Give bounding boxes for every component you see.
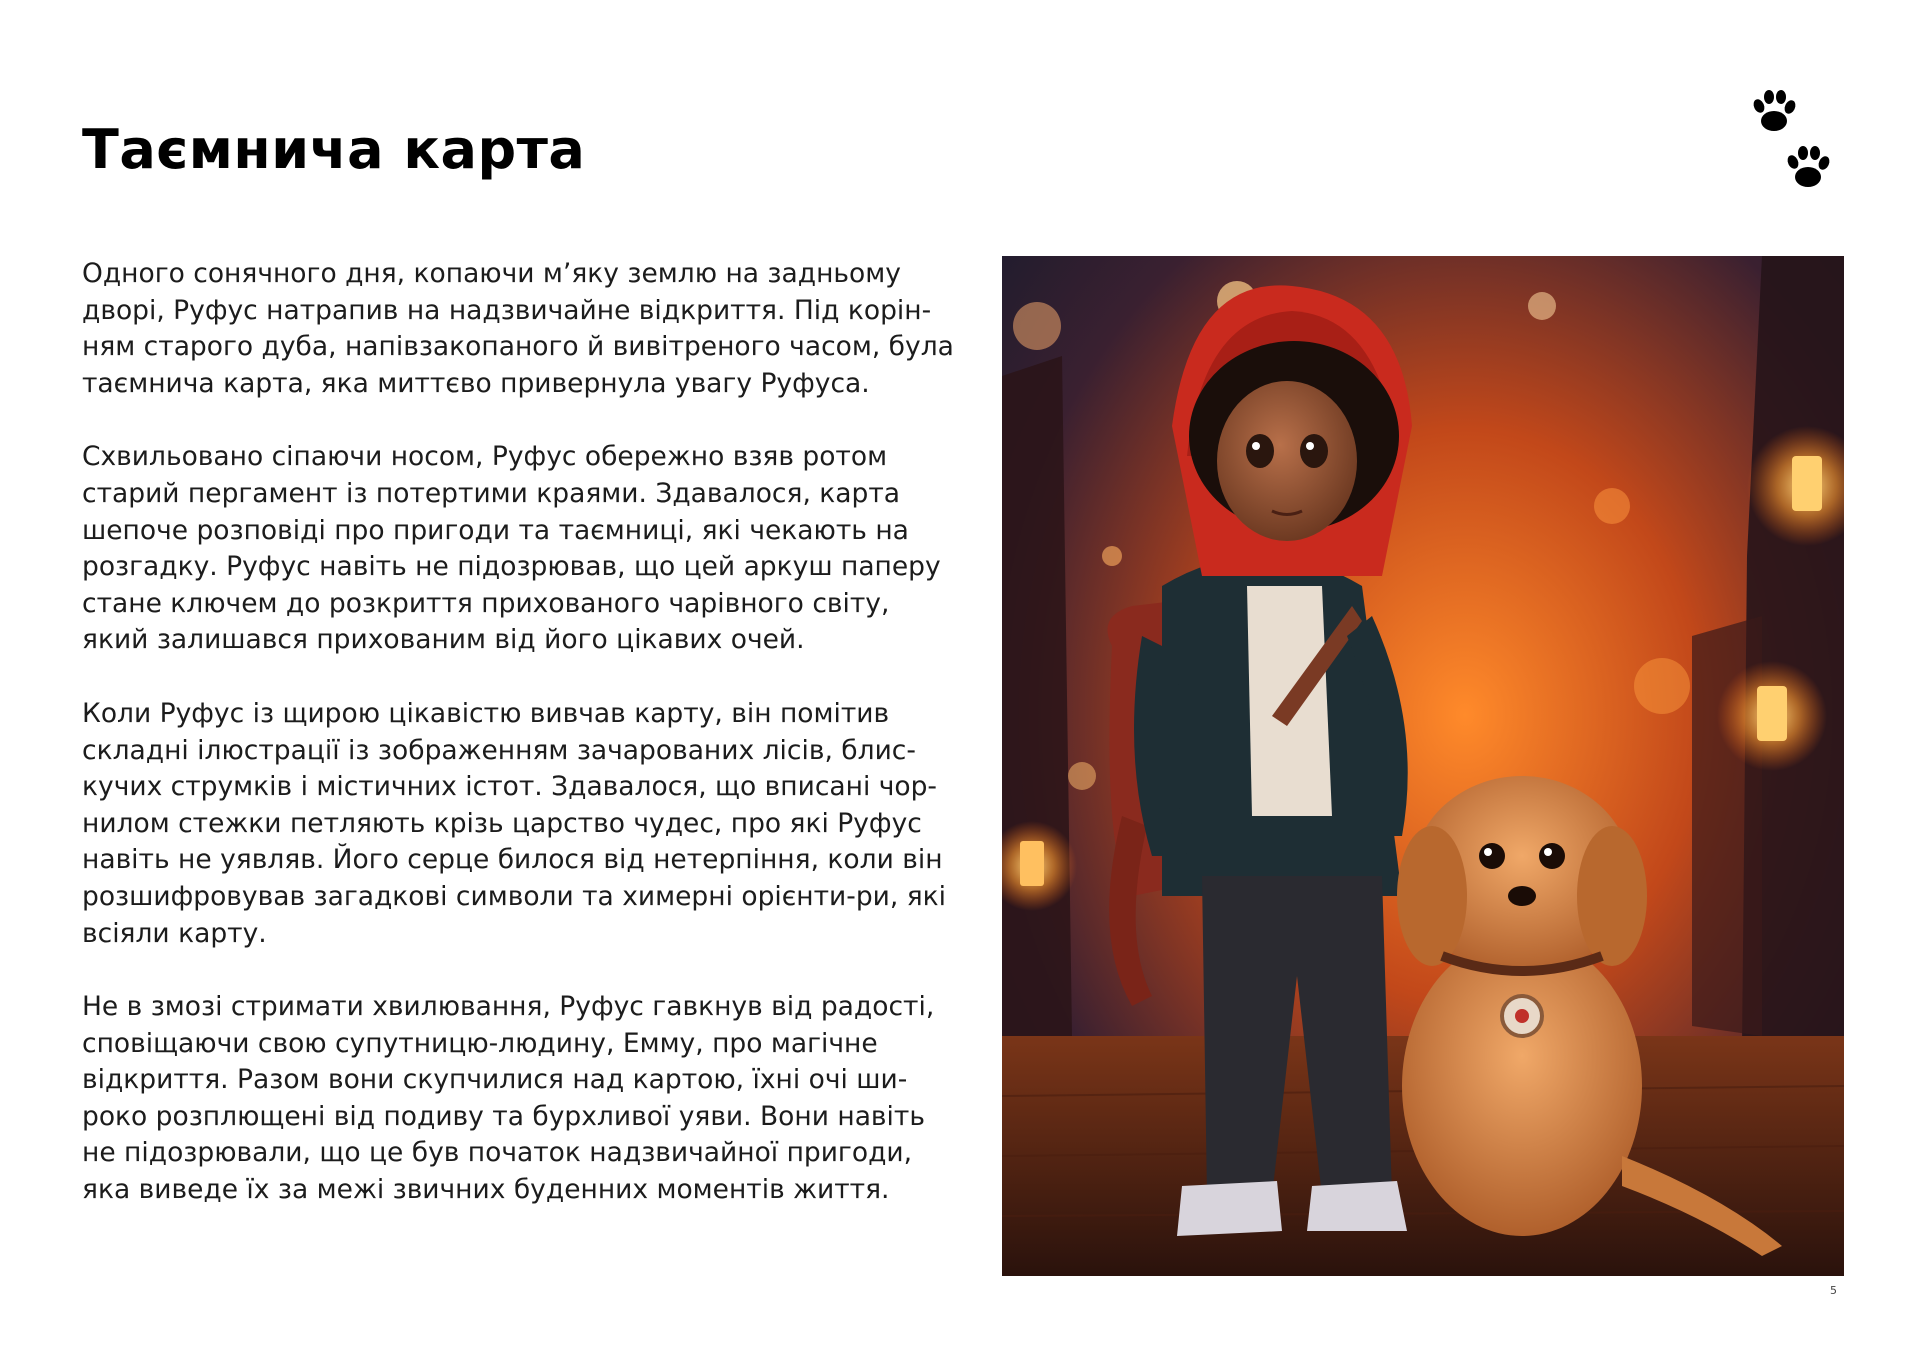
story-paragraph: Схвильовано сіпаючи носом, Руфус обережно взяв ротом старий пергамент із потертими краями. Здавалося, карта шепоче розповіді про пригоди та таємниці, які чекають на розгадку. Руфус навіть не підозрював, що цей аркуш паперу стане ключем до розкриття прихованого чарівного світу, який залишався прихованим від його цікавих очей. (82, 441, 941, 656)
page-title: Таємнича карта (82, 118, 586, 181)
story-paragraph: Не в змозі стримати хвилювання, Руфус гавкнув від радості, сповіщаючи свою супутницю-людину, Емму, про магічне відкриття. Разом вони скупчилися над картою, їхні очі ши-роко розплющені від подиву та бурхливої уяви. Вони навіть не підозрювали, що це був початок надзвичайної пригоди, яка виведе їх за межі звичних буденних моментів життя. (82, 991, 935, 1206)
story-illustration (1002, 256, 1844, 1276)
page-number: 5 (1830, 1284, 1837, 1297)
story-paragraph: Одного сонячного дня, копаючи м’яку землю на задньому дворі, Руфус натрапив на надзвичайне відкриття. Під корін-ням старого дуба, напівзакопаного й вивітреного часом, була таємнича карта, яка миттєво привернула увагу Руфуса. (82, 258, 954, 399)
story-text (82, 256, 962, 1246)
story-paragraph: Коли Руфус із щирою цікавістю вивчав карту, він помітив складні ілюстрації із зображенням зачарованих лісів, блис-кучих струмків і містичних істот. Здавалося, що вписані чор-нилом стежки петляють крізь царство чудес, про які Руфус навіть не уявляв. Його серце билося від нетерпіння, коли він розшифровував загадкові символи та химерні орієнти-ри, які всіяли карту. (82, 697, 947, 949)
paw-prints-icon (1745, 88, 1840, 193)
